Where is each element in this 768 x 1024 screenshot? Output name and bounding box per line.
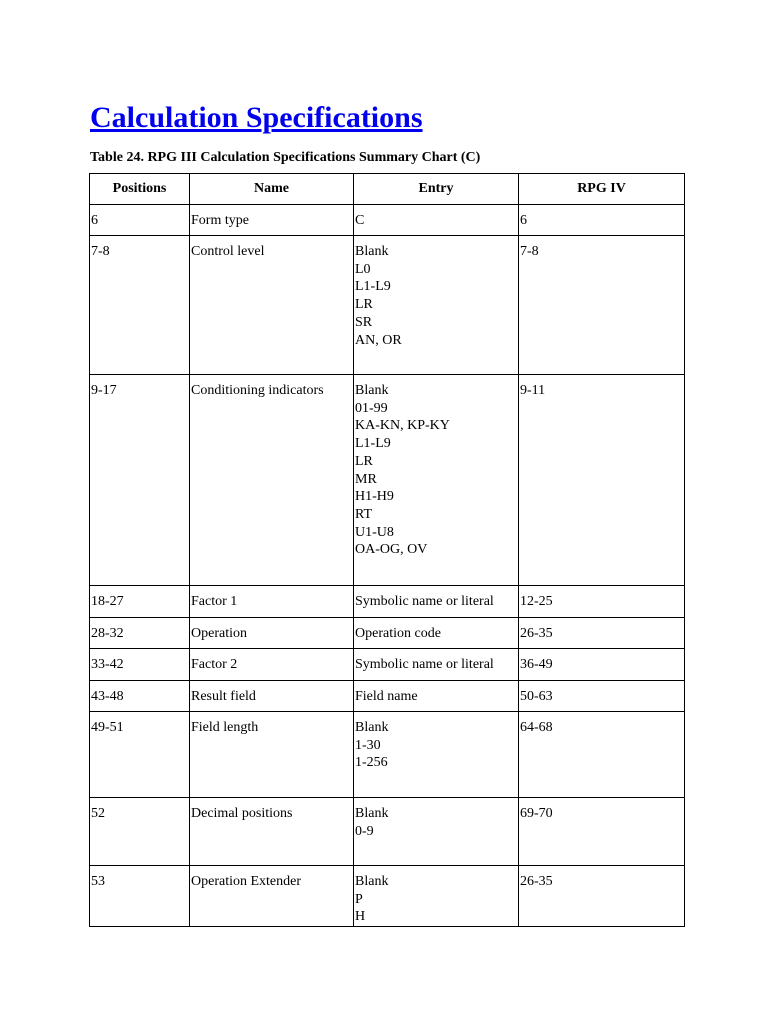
entry-value: Symbolic name or literal <box>355 594 494 609</box>
cell-rpg-iv: 9-11 <box>519 375 685 586</box>
cell-name: Control level <box>190 236 354 375</box>
cell-name: Form type <box>190 205 354 236</box>
table-row <box>90 205 685 236</box>
cell-name: Conditioning indicators <box>190 375 354 586</box>
entry-value: Blank <box>355 383 389 398</box>
entry-value: 01-99 <box>355 400 388 416</box>
entry-value: LR <box>355 297 373 313</box>
entry-value: AN, OR <box>355 332 402 348</box>
cell-entry <box>354 236 519 375</box>
entry-value: P <box>355 891 363 907</box>
cell-name: Operation <box>190 618 354 649</box>
table-row <box>90 375 685 586</box>
entry-value: LR <box>355 453 373 469</box>
table-row <box>90 798 685 866</box>
cell-entry <box>354 866 519 927</box>
cell-positions: 43-48 <box>90 681 190 712</box>
cell-rpg-iv: 12-25 <box>519 586 685 618</box>
table-row <box>90 586 685 618</box>
entry-value: RT <box>355 506 373 522</box>
cell-positions: 49-51 <box>90 712 190 798</box>
cell-name: Result field <box>190 681 354 712</box>
cell-entry <box>354 586 519 618</box>
table-header-row <box>90 174 685 205</box>
cell-rpg-iv: 7-8 <box>519 236 685 375</box>
entry-value: H <box>355 909 366 925</box>
cell-positions: 6 <box>90 205 190 236</box>
cell-positions: 33-42 <box>90 649 190 681</box>
entry-value: L0 <box>355 261 371 277</box>
cell-name: Decimal positions <box>190 798 354 866</box>
header-name: Name <box>190 174 354 205</box>
entry-value: SR <box>355 314 373 330</box>
entry-value: Operation code <box>355 626 441 641</box>
table-row <box>90 618 685 649</box>
entry-value: MR <box>355 471 377 487</box>
table-row <box>90 236 685 375</box>
entry-value: Blank <box>355 806 389 821</box>
cell-entry <box>354 375 519 586</box>
page-title[interactable]: Calculation Specifications <box>90 101 423 134</box>
entry-value: KA-KN, KP-KY <box>355 418 450 434</box>
cell-rpg-iv: 69-70 <box>519 798 685 866</box>
entry-value: L1-L9 <box>355 436 391 452</box>
header-rpg-iv: RPG IV <box>519 174 685 205</box>
entry-value: L1-L9 <box>355 279 391 295</box>
table-caption: Table 24. RPG III Calculation Specifications Summary Chart (C) <box>90 150 481 165</box>
entry-value: U1-U8 <box>355 524 394 540</box>
cell-rpg-iv: 26-35 <box>519 866 685 927</box>
calculation-specs-table <box>89 173 685 927</box>
entry-value: 0-9 <box>355 823 374 839</box>
cell-positions: 53 <box>90 866 190 927</box>
cell-rpg-iv: 26-35 <box>519 618 685 649</box>
table-body <box>90 205 685 927</box>
cell-rpg-iv: 50-63 <box>519 681 685 712</box>
cell-name: Factor 2 <box>190 649 354 681</box>
entry-value: OA-OG, OV <box>355 542 428 558</box>
cell-rpg-iv: 36-49 <box>519 649 685 681</box>
header-entry: Entry <box>354 174 519 205</box>
cell-entry <box>354 205 519 236</box>
cell-entry <box>354 649 519 681</box>
entry-value: Symbolic name or literal <box>355 657 494 672</box>
header-positions: Positions <box>90 174 190 205</box>
table-row <box>90 712 685 798</box>
cell-name: Field length <box>190 712 354 798</box>
cell-entry <box>354 681 519 712</box>
cell-entry <box>354 798 519 866</box>
cell-positions: 9-17 <box>90 375 190 586</box>
entry-value: H1-H9 <box>355 489 394 505</box>
cell-positions: 7-8 <box>90 236 190 375</box>
cell-positions: 18-27 <box>90 586 190 618</box>
table-row <box>90 866 685 927</box>
cell-positions: 28-32 <box>90 618 190 649</box>
entry-value: 1-256 <box>355 755 388 771</box>
cell-entry <box>354 712 519 798</box>
table-row <box>90 649 685 681</box>
entry-value: Blank <box>355 874 389 889</box>
entry-value: Blank <box>355 244 389 259</box>
cell-rpg-iv: 6 <box>519 205 685 236</box>
entry-value: Field name <box>355 689 418 704</box>
cell-rpg-iv: 64-68 <box>519 712 685 798</box>
entry-value: Blank <box>355 720 389 735</box>
entry-value: 1-30 <box>355 737 381 753</box>
entry-value: C <box>355 213 365 228</box>
table-row <box>90 681 685 712</box>
cell-name: Operation Extender <box>190 866 354 927</box>
cell-name: Factor 1 <box>190 586 354 618</box>
cell-positions: 52 <box>90 798 190 866</box>
cell-entry <box>354 618 519 649</box>
